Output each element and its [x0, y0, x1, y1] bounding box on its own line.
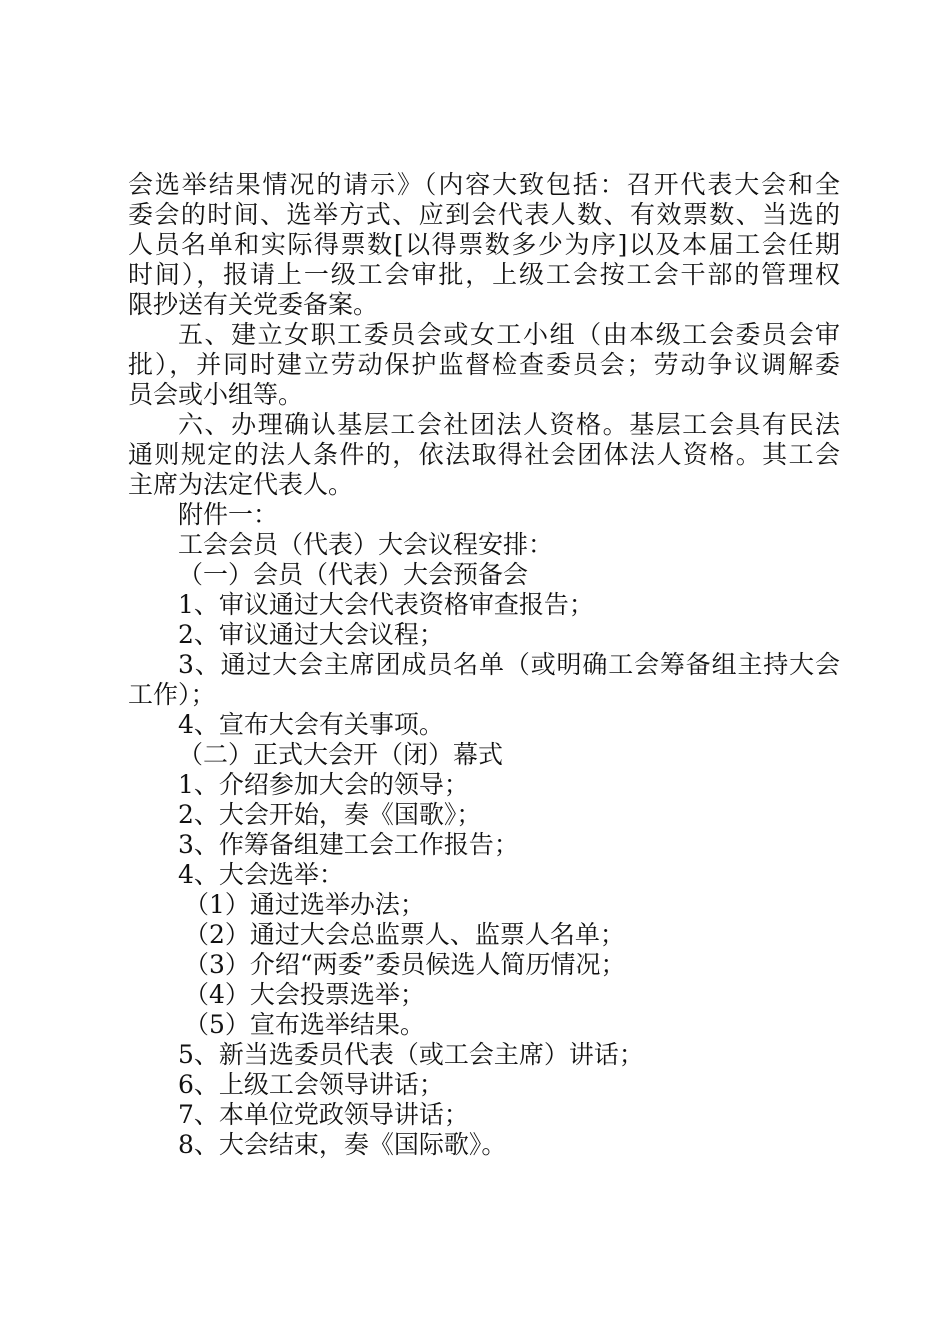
text-line: 主席为法定代表人。	[128, 470, 354, 499]
agenda-item: 5、新当选委员代表（或工会主席）讲话；	[178, 1040, 644, 1069]
text-line: 会选举结果情况的请示》（内容大致包括：召开代表大会和全	[128, 170, 840, 199]
text-line: 通则规定的法人条件的，依法取得社会团体法人资格。其工会	[128, 440, 840, 469]
text-line: 六、办理确认基层工会社团法人资格。基层工会具有民法	[178, 410, 840, 439]
text-line: 时间），报请上一级工会审批，上级工会按工会干部的管理权	[128, 260, 840, 289]
text-line: 限抄送有关党委备案。	[128, 290, 379, 319]
section-five-paragraph	[128, 320, 840, 410]
text-line: 人员名单和实际得票数[以得票数多少为序]以及本届工会任期	[128, 230, 840, 259]
election-subitem: （4）大会投票选举；	[184, 980, 425, 1009]
agenda-item: 4、大会选举：	[178, 860, 344, 889]
agenda-item-continuation: 工作）；	[128, 680, 216, 709]
continued-paragraph	[128, 170, 840, 320]
text-line: 委会的时间、选举方式、应到会代表人数、有效票数、当选的	[128, 200, 840, 229]
election-subitem: （1）通过选举办法；	[184, 890, 425, 919]
agenda-item: 4、宣布大会有关事项。	[178, 710, 444, 739]
section-six-paragraph	[128, 410, 840, 500]
agenda-item: 6、上级工会领导讲话；	[178, 1070, 444, 1099]
agenda-item: 2、审议通过大会议程；	[178, 620, 444, 649]
text-line: 批），并同时建立劳动保护监督检查委员会；劳动争议调解委	[128, 350, 840, 379]
agenda-item: 3、通过大会主席团成员名单（或明确工会筹备组主持大会	[178, 650, 840, 679]
document-page	[128, 170, 840, 1160]
part-two-title: （二）正式大会开（闭）幕式	[178, 740, 504, 769]
attachment-label: 附件一：	[178, 500, 279, 529]
agenda-item: 7、本单位党政领导讲话；	[178, 1100, 469, 1129]
agenda-item: 3、作筹备组建工会工作报告；	[178, 830, 519, 859]
agenda-item: 1、审议通过大会代表资格审查报告；	[178, 590, 594, 619]
text-line: 员会或小组等。	[128, 380, 304, 409]
agenda-title: 工会会员（代表）大会议程安排：	[178, 530, 554, 559]
text-line: 五、建立女职工委员会或女工小组（由本级工会委员会审	[178, 320, 840, 349]
election-subitem: （3）介绍“两委”委员候选人简历情况；	[184, 950, 626, 979]
agenda-item: 1、介绍参加大会的领导；	[178, 770, 469, 799]
part-one-title: （一）会员（代表）大会预备会	[178, 560, 529, 589]
agenda-item: 2、大会开始，奏《国歌》；	[178, 800, 482, 829]
election-subitem: （5）宣布选举结果。	[184, 1010, 425, 1039]
agenda-item: 8、大会结束，奏《国际歌》。	[178, 1130, 507, 1159]
election-subitem: （2）通过大会总监票人、监票人名单；	[184, 920, 625, 949]
